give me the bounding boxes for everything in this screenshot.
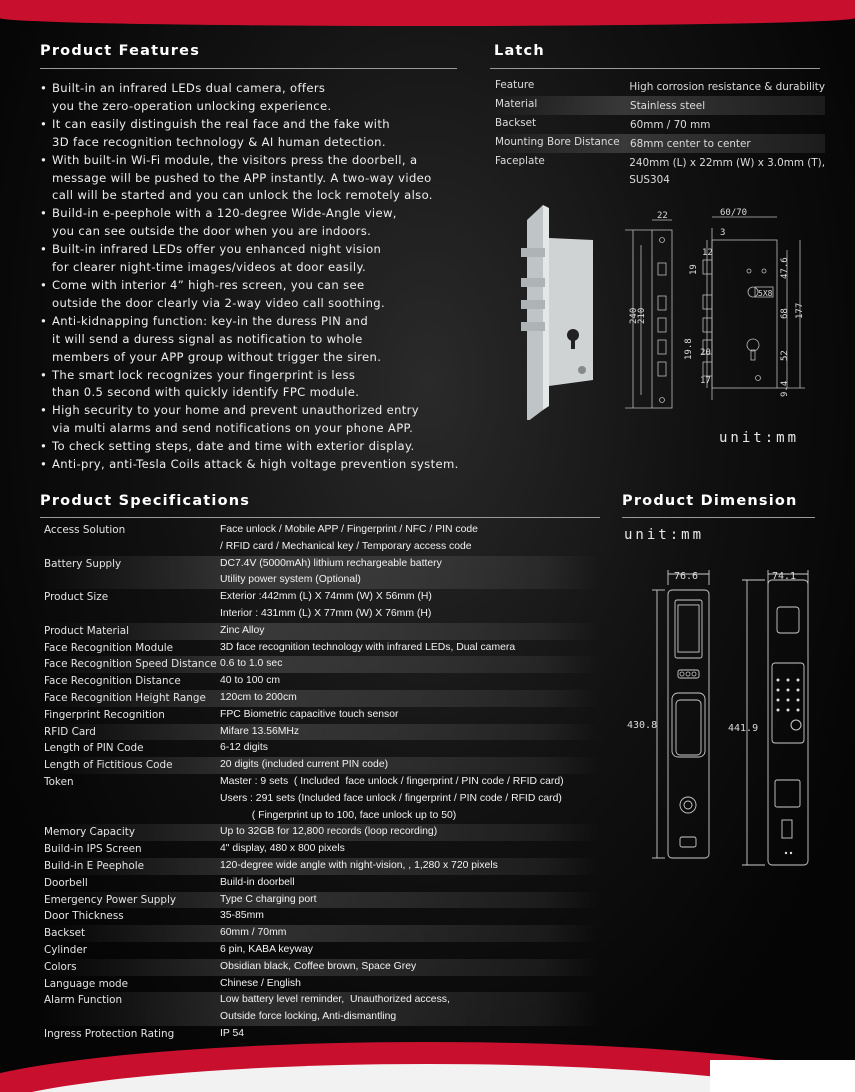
row-value-line: DC7.4V (5000mAh) lithium rechargeable battery xyxy=(220,557,442,569)
row-label: Emergency Power Supply xyxy=(44,893,177,906)
row-label: Memory Capacity xyxy=(44,826,135,839)
feature-line: • Anti-pry, anti-Tesla Coils attack & high voltage prevention system. xyxy=(52,457,459,472)
dim-240: 240 xyxy=(629,307,639,324)
latch-rule xyxy=(490,68,820,69)
product-dimension-drawing xyxy=(620,565,820,870)
table-row xyxy=(490,134,825,153)
row-value xyxy=(220,623,600,640)
row-value-line: 240mm (L) x 22mm (W) x 3.0mm (T), xyxy=(629,157,825,169)
row-label: RFID Card xyxy=(44,725,96,738)
feature-line: • With built-in Wi-Fi module, the visitors press the doorbell, a xyxy=(52,152,418,167)
latch-illustration xyxy=(515,200,815,420)
specs-heading: Product Specifications xyxy=(40,493,251,509)
row-value-line: IP 54 xyxy=(220,1027,245,1039)
row-value xyxy=(220,824,600,841)
row-value xyxy=(220,640,600,657)
table-row xyxy=(40,690,600,707)
dim-5x8: 5X8 xyxy=(758,289,773,298)
row-label: Build-in E Peephole xyxy=(44,859,144,872)
feature-item xyxy=(40,438,480,456)
row-value-line: Outside force locking, Anti-dismantling xyxy=(220,1011,397,1023)
dim-60-70: 60/70 xyxy=(720,208,748,218)
row-value-line: Obsidian black, Coffee brown, Space Grey xyxy=(220,960,417,972)
row-value-line: 20 digits (included current PIN code) xyxy=(220,759,389,771)
feature-line: call will be started and you can unlock the lock remotely also. xyxy=(52,188,433,203)
feature-line: you can see outside the door when you are indoors. xyxy=(52,224,372,239)
row-label: Language mode xyxy=(44,977,129,990)
table-row xyxy=(40,841,600,858)
table-row xyxy=(490,96,825,115)
features-list xyxy=(40,80,480,474)
row-value-line: FPC Biometric capacitive touch sensor xyxy=(220,708,399,720)
feature-item xyxy=(40,402,480,438)
row-value-line: 40 to 100 cm xyxy=(220,675,281,687)
table-row xyxy=(40,623,600,640)
dim-177: 177 xyxy=(795,302,805,319)
feature-line: message will be pushed to the APP instantly. A two-way video xyxy=(52,170,432,185)
row-value xyxy=(629,155,825,189)
row-value-line: 68mm center to center xyxy=(630,138,751,150)
dim-68: 68 xyxy=(780,308,790,319)
row-value-line: SUS304 xyxy=(629,174,670,186)
row-value xyxy=(220,522,600,556)
front-width-label: 76.6 xyxy=(674,571,699,582)
row-value-line: 60mm / 70 mm xyxy=(630,119,711,131)
dimension-rule xyxy=(622,517,815,518)
latch-heading: Latch xyxy=(494,43,545,59)
row-value xyxy=(220,757,600,774)
feature-item xyxy=(40,205,480,241)
table-row xyxy=(490,77,825,96)
dim-19-8: 19.8 xyxy=(684,338,694,360)
feature-item xyxy=(40,456,480,474)
feature-line: via multi alarms and send notifications on your phone APP. xyxy=(52,421,414,436)
table-row xyxy=(40,707,600,724)
feature-line: it will send a duress signal as notification to whole xyxy=(52,331,363,346)
row-value xyxy=(220,925,600,942)
row-value xyxy=(220,942,600,959)
side-width-label: 74.1 xyxy=(772,571,797,582)
mortise-photo xyxy=(521,205,593,420)
top-red-banner xyxy=(0,0,855,26)
row-value xyxy=(220,976,600,993)
row-value xyxy=(220,892,600,909)
row-value-line: Up to 32GB for 12,800 records (loop recording) xyxy=(220,826,438,838)
table-row xyxy=(40,858,600,875)
dimension-unit-label: unit:mm xyxy=(624,527,705,543)
row-value-line: 60mm / 70mm xyxy=(220,927,287,939)
feature-item xyxy=(40,80,480,116)
row-label: Mounting Bore Distance xyxy=(495,136,620,148)
row-value xyxy=(220,959,600,976)
row-value-line: 6-12 digits xyxy=(220,742,268,754)
table-row xyxy=(40,908,600,925)
row-value xyxy=(220,707,600,724)
feature-line: for clearer night-time images/videos at door easily. xyxy=(52,260,367,275)
table-row xyxy=(490,115,825,134)
feature-line: • The smart lock recognizes your fingerprint is less xyxy=(52,367,356,382)
row-value xyxy=(220,774,600,824)
table-row xyxy=(40,892,600,909)
side-height-label: 441.9 xyxy=(728,723,759,734)
features-heading: Product Features xyxy=(40,43,201,59)
row-value xyxy=(220,556,600,590)
table-row xyxy=(40,640,600,657)
table-row xyxy=(40,959,600,976)
row-label: Ingress Protection Rating xyxy=(44,1027,175,1040)
row-label: Face Recognition Module xyxy=(44,641,174,654)
row-value-line: Chinese / English xyxy=(220,977,301,989)
side-view xyxy=(768,580,808,865)
row-value xyxy=(220,992,600,1026)
table-row xyxy=(40,992,600,1026)
feature-line: • It can easily distinguish the real face and the fake with xyxy=(52,116,390,131)
row-label: Fingerprint Recognition xyxy=(44,708,165,721)
row-value-line: Low battery level reminder, Unauthorized access, xyxy=(220,994,450,1006)
row-value xyxy=(220,656,600,673)
row-value xyxy=(220,875,600,892)
table-row xyxy=(40,925,600,942)
dim-210: 210 xyxy=(637,307,647,324)
row-label: Faceplate xyxy=(495,155,545,167)
row-label: Alarm Function xyxy=(44,994,123,1007)
row-label: Doorbell xyxy=(44,876,88,889)
table-row xyxy=(40,976,600,993)
row-label: Face Recognition Speed Distance xyxy=(44,658,217,671)
row-value xyxy=(629,79,825,96)
table-row xyxy=(40,724,600,741)
row-value-line: 0.6 to 1.0 sec xyxy=(220,658,283,670)
feature-item xyxy=(40,277,480,313)
row-label: Colors xyxy=(44,960,77,973)
table-row xyxy=(40,656,600,673)
row-label: Length of Fictitious Code xyxy=(44,759,173,772)
dimension-heading: Product Dimension xyxy=(622,493,798,509)
row-label: Backset xyxy=(44,927,86,940)
bottom-banner xyxy=(0,1040,855,1092)
feature-line: • Built-in an infrared LEDs dual camera, offers xyxy=(52,81,326,95)
row-value-line: Interior : 431mm (L) X 77mm (W) X 76mm (H) xyxy=(220,607,432,619)
feature-line: members of your APP group without trigger the siren. xyxy=(52,349,382,364)
row-value-line: Exterior :442mm (L) X 74mm (W) X 56mm (H) xyxy=(220,591,432,603)
row-value-line: 4" display, 480 x 800 pixels xyxy=(220,843,345,855)
table-row xyxy=(40,824,600,841)
row-label: Material xyxy=(495,98,538,110)
features-rule xyxy=(40,68,457,69)
specs-table xyxy=(40,522,600,1043)
row-value xyxy=(220,589,600,623)
table-row xyxy=(40,875,600,892)
row-value-line: 6 pin, KABA keyway xyxy=(220,943,313,955)
row-label: Product Material xyxy=(44,624,129,637)
feature-item xyxy=(40,241,480,277)
row-label: Backset xyxy=(495,117,537,129)
row-value-line: Build-in doorbell xyxy=(220,876,295,888)
row-value-line: Utility power system (Optional) xyxy=(220,574,361,586)
feature-line: than 0.5 second with quickly identify FPC module. xyxy=(52,385,360,400)
row-value-line: / RFID card / Mechanical key / Temporary access code xyxy=(220,540,472,552)
row-value-line: ( Fingerprint up to 100, face unlock up to 50) xyxy=(220,809,457,821)
row-value xyxy=(220,858,600,875)
table-row xyxy=(490,153,825,189)
row-value-line: Face unlock / Mobile APP / Fingerprint / NFC / PIN code xyxy=(220,524,478,535)
specs-rule xyxy=(40,517,600,518)
table-row xyxy=(40,556,600,590)
table-row xyxy=(40,774,600,824)
feature-item xyxy=(40,313,480,367)
row-value xyxy=(220,690,600,707)
dim-47-6: 47.6 xyxy=(780,257,790,279)
dim-12: 12 xyxy=(702,248,713,258)
row-value-line: 120cm to 200cm xyxy=(220,691,297,703)
row-value-line: 35-85mm xyxy=(220,910,264,922)
feature-line: • High security to your home and prevent unauthorized entry xyxy=(52,403,420,418)
latch-unit-label: unit:mm xyxy=(719,430,800,446)
feature-line: • Built-in infrared LEDs offer you enhanced night vision xyxy=(52,242,382,257)
row-value-line: 120-degree wide angle with night-vision, , 1,280 x 720 pixels xyxy=(220,859,498,871)
feature-item xyxy=(40,116,480,152)
dim-19: 19 xyxy=(689,264,699,275)
table-row xyxy=(40,589,600,623)
row-value-line: Zinc Alloy xyxy=(220,624,265,636)
table-row xyxy=(40,740,600,757)
table-row xyxy=(40,673,600,690)
row-value-line: Type C charging port xyxy=(220,893,317,905)
row-value xyxy=(220,740,600,757)
feature-line: 3D face recognition technology & AI human detection. xyxy=(52,134,386,149)
row-label: Length of PIN Code xyxy=(44,742,144,755)
row-label: Token xyxy=(44,775,74,788)
dim-3: 3 xyxy=(720,228,726,238)
row-label: Battery Supply xyxy=(44,557,122,570)
row-value xyxy=(220,841,600,858)
row-label: Product Size xyxy=(44,591,109,604)
row-label: Face Recognition Distance xyxy=(44,675,181,688)
latch-table xyxy=(490,77,825,189)
row-value xyxy=(220,673,600,690)
row-value xyxy=(220,908,600,925)
dim-9-4: 9.4 xyxy=(780,380,790,397)
row-label: Build-in IPS Screen xyxy=(44,843,142,856)
feature-item xyxy=(40,152,480,206)
row-value-line: Stainless steel xyxy=(630,100,706,112)
table-row xyxy=(40,522,600,556)
table-row xyxy=(40,757,600,774)
dim-17: 17 xyxy=(700,376,711,386)
feature-line: • To check setting steps, date and time with exterior display. xyxy=(52,439,415,454)
row-label: Access Solution xyxy=(44,524,126,536)
front-height-label: 430.8 xyxy=(627,720,658,731)
feature-line: • Anti-kidnapping function: key-in the duress PIN and xyxy=(52,313,369,328)
table-row xyxy=(40,942,600,959)
row-label: Feature xyxy=(495,79,535,91)
row-value xyxy=(220,724,600,741)
row-value-line: Master : 9 sets ( Included face unlock / fingerprint / PIN code / RFID card) xyxy=(220,775,564,787)
row-label: Face Recognition Height Range xyxy=(44,691,206,704)
row-value xyxy=(630,136,825,153)
row-value-line: 3D face recognition technology with infrared LEDs, Dual camera xyxy=(220,641,516,653)
feature-line: you the zero-operation unlocking experience. xyxy=(52,98,332,113)
row-value xyxy=(630,98,825,115)
row-label: Cylinder xyxy=(44,943,88,956)
row-value-line: Mifare 13.56MHz xyxy=(220,725,300,737)
row-value-line: Users : 291 sets (Included face unlock / fingerprint / PIN code / RFID card) xyxy=(220,792,562,804)
row-value-line: High corrosion resistance & durability xyxy=(629,81,825,93)
dim-20: 20 xyxy=(700,348,711,358)
feature-line: • Build-in e-peephole with a 120-degree Wide-Angle view, xyxy=(52,206,397,221)
row-label: Door Thickness xyxy=(44,910,124,923)
feature-line: • Come with interior 4” high-res screen, you can see xyxy=(52,277,365,292)
row-value xyxy=(630,117,825,134)
dim-52: 52 xyxy=(780,350,790,361)
dim-22: 22 xyxy=(657,211,668,221)
feature-item xyxy=(40,367,480,403)
feature-line: outside the door clearly via 2-way video call soothing. xyxy=(52,295,386,310)
